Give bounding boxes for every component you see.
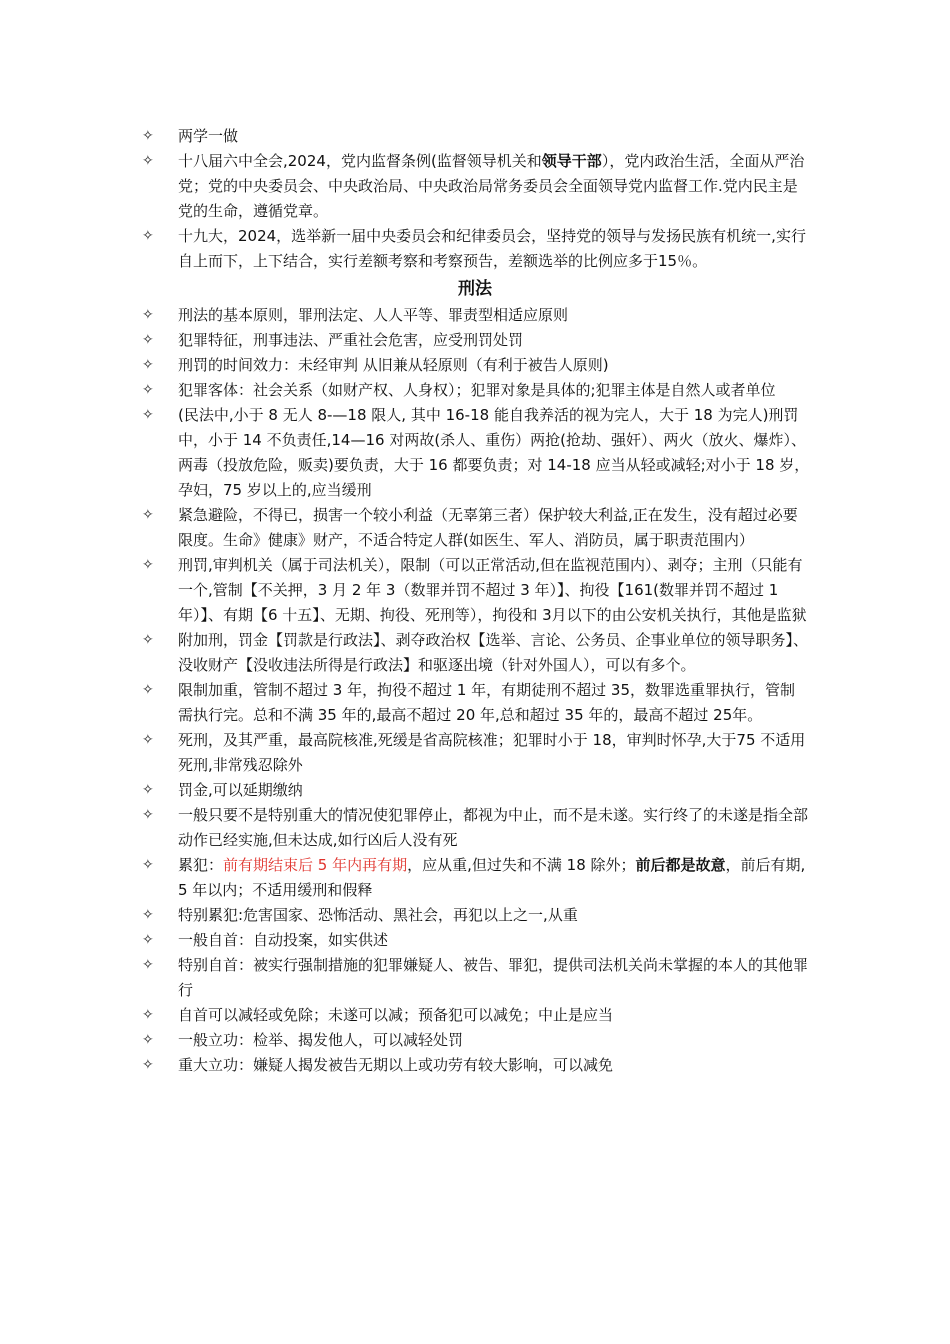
list-item-text: [178, 328, 810, 353]
text-segment: ，应从重,但过失和不满 18 除外；: [407, 856, 636, 874]
list-item-text: [178, 224, 810, 274]
list-item-text: [178, 403, 810, 503]
bullet-star-icon: ✧: [142, 782, 154, 798]
list-item: [142, 403, 810, 503]
bullet-star-icon: ✧: [142, 1032, 154, 1048]
list-item: [142, 903, 810, 928]
list-item: [142, 353, 810, 378]
list-item: [142, 1003, 810, 1028]
list-item-text: [178, 928, 810, 953]
text-segment: 紧急避险，不得已，损害一个较小利益（无辜第三者）保护较大利益,正在发生，没有超过必要限度。生命》健康》财产，不适合特定人群(如医生、军人、消防员，属于职责范围内）: [178, 506, 798, 549]
text-segment: 十八届六中全会,2024，党内监督条例(监督领导机关和: [178, 152, 542, 170]
list-item: [142, 1053, 810, 1078]
text-segment: 一般自首：自动投案，如实供述: [178, 931, 389, 949]
text-segment: 累犯：: [178, 856, 224, 874]
bullet-star-icon: ✧: [142, 382, 154, 398]
bullet-star-icon: ✧: [142, 407, 154, 423]
text-segment: 特别累犯:危害国家、恐怖活动、黑社会，再犯以上之一,从重: [178, 906, 578, 924]
section-heading: 刑法: [458, 279, 492, 299]
bullet-star-icon: ✧: [142, 682, 154, 698]
bullet-star-icon: ✧: [142, 907, 154, 923]
bullet-star-icon: ✧: [142, 632, 154, 648]
bullet-star-icon: ✧: [142, 507, 154, 523]
bullet-star-icon: ✧: [142, 153, 154, 169]
text-segment: ），党内政治生活，全面从严治党；党的中央委员会、中央政治局、中央政治局常务委员会全面领导党内监督工作.党内民主是党的生命，遵循党章。: [178, 152, 805, 220]
list-item: [142, 378, 810, 403]
list-item-text: [178, 803, 810, 853]
list-item-text: [178, 778, 810, 803]
text-segment: 刑罚,审判机关（属于司法机关），限制（可以正常活动,但在监视范围内）、剥夺；主刑（只能有一个,管制【不关押，3 月 2 年 3（数罪并罚不超过 3 年）】、拘役【161(数罪并罚不超过 1 年）】、有期【6 十五】、无期、拘役、死刑等），拘役和 3月以下的由公安机关执行，其他是监狱: [178, 556, 807, 624]
list-item-text: [178, 953, 810, 1003]
bullet-star-icon: ✧: [142, 807, 154, 823]
text-segment: 刑罚的时间效力：未经审判 从旧兼从轻原则（有利于被告人原则): [178, 356, 609, 374]
list-item: [142, 224, 810, 274]
text-segment: 限制加重，管制不超过 3 年，拘役不超过 1 年，有期徒刑不超过 35，数罪选重罪执行，管制需执行完。总和不满 35 年的,最高不超过 20 年,总和超过 35 年的，最高不超过 25年。: [178, 681, 796, 724]
list-item-text: [178, 1028, 810, 1053]
list-item-text: [178, 353, 810, 378]
bullet-star-icon: ✧: [142, 1007, 154, 1023]
text-segment: 十九大，2024，选举新一届中央委员会和纪律委员会，坚持党的领导与发扬民族有机统一,实行自上而下，上下结合，实行差额考察和考察预告，差额选举的比例应多于15％。: [178, 227, 806, 270]
bullet-star-icon: ✧: [142, 932, 154, 948]
list-item-text: [178, 628, 810, 678]
bullet-star-icon: ✧: [142, 857, 154, 873]
bullet-star-icon: ✧: [142, 1057, 154, 1073]
bullet-star-icon: ✧: [142, 307, 154, 323]
list-item-text: [178, 1003, 810, 1028]
list-item-text: [178, 149, 810, 224]
list-item: [142, 503, 810, 553]
bold-text: 前后都是故意: [635, 856, 726, 874]
list-item: [142, 628, 810, 678]
notes-list-intro: [0, 124, 820, 274]
list-item: [142, 1028, 810, 1053]
bullet-star-icon: ✧: [142, 332, 154, 348]
bullet-star-icon: ✧: [142, 228, 154, 244]
notes-list-criminal-law: [0, 303, 820, 1078]
bullet-star-icon: ✧: [142, 957, 154, 973]
list-item-text: [178, 553, 810, 628]
text-segment: 犯罪特征，刑事违法、严重社会危害，应受刑罚处罚: [178, 331, 524, 349]
highlighted-text: 前有期结束后 5 年内再有期: [223, 856, 408, 874]
list-item-text: [178, 678, 810, 728]
list-item: [142, 728, 810, 778]
text-segment: 附加刑，罚金【罚款是行政法】、剥夺政治权【选举、言论、公务员、企事业单位的领导职务】、没收财产【没收违法所得是行政法】和驱逐出境（针对外国人），可以有多个。: [178, 631, 809, 674]
text-segment: 一般立功：检举、揭发他人，可以减轻处罚: [178, 1031, 464, 1049]
bullet-star-icon: ✧: [142, 128, 154, 144]
text-segment: 一般只要不是特别重大的情况使犯罪停止，都视为中止，而不是未遂。实行终了的未遂是指全部动作已经实施,但未达成,如行凶后人没有死: [178, 806, 809, 849]
list-item-text: [178, 303, 810, 328]
list-item-text: [178, 1053, 810, 1078]
list-item: [142, 553, 810, 628]
list-item-text: [178, 503, 810, 553]
text-segment: 自首可以减轻或免除；未遂可以减；预备犯可以减免；中止是应当: [178, 1006, 614, 1024]
list-item: [142, 928, 810, 953]
list-item: [142, 149, 810, 224]
list-item-text: [178, 728, 810, 778]
text-segment: 罚金,可以延期缴纳: [178, 781, 303, 799]
bullet-star-icon: ✧: [142, 732, 154, 748]
text-segment: 重大立功：嫌疑人揭发被告无期以上或功劳有较大影响，可以减免: [178, 1056, 614, 1074]
text-segment: ，前后有期,5 年以内；不适用缓刑和假释: [178, 856, 806, 899]
bold-text: 领导干部: [541, 152, 602, 170]
list-item-text: [178, 903, 810, 928]
list-item: [142, 853, 810, 903]
list-item-text: [178, 853, 810, 903]
bullet-star-icon: ✧: [142, 557, 154, 573]
list-item-text: [178, 124, 810, 149]
text-segment: 刑法的基本原则，罪刑法定、人人平等、罪责型相适应原则: [178, 306, 569, 324]
list-item: [142, 328, 810, 353]
list-item: [142, 778, 810, 803]
text-segment: (民法中,小于 8 无人 8-—18 限人, 其中 16-18 能自我养活的视为完人，大于 18 为完人)刑罚中，小于 14 不负责任,14—16 对两故(杀人、重伤）两抢(抢劫、强奸）、两火（放火、爆炸）、两毒（投放危险，贩卖)要负责，大于 16 都要负责；对 14-18 应当从轻或减轻;对小于 18 岁，孕妇，75 岁以上的,应当缓刑: [178, 406, 810, 499]
text-segment: 特别自首：被实行强制措施的犯罪嫌疑人、被告、罪犯，提供司法机关尚未掌握的本人的其他罪行: [178, 956, 809, 999]
bullet-star-icon: ✧: [142, 357, 154, 373]
list-item: [142, 124, 810, 149]
list-item: [142, 303, 810, 328]
list-item: [142, 678, 810, 728]
list-item-text: [178, 378, 810, 403]
text-segment: 犯罪客体：社会关系（如财产权、人身权）；犯罪对象是具体的;犯罪主体是自然人或者单位: [178, 381, 776, 399]
list-item: [142, 803, 810, 853]
text-segment: 死刑，及其严重，最高院核准,死缓是省高院核准；犯罪时小于 18，审判时怀孕,大于75 不适用死刑,非常残忍除外: [178, 731, 806, 774]
list-item: [142, 953, 810, 1003]
text-segment: 两学一做: [178, 127, 239, 145]
